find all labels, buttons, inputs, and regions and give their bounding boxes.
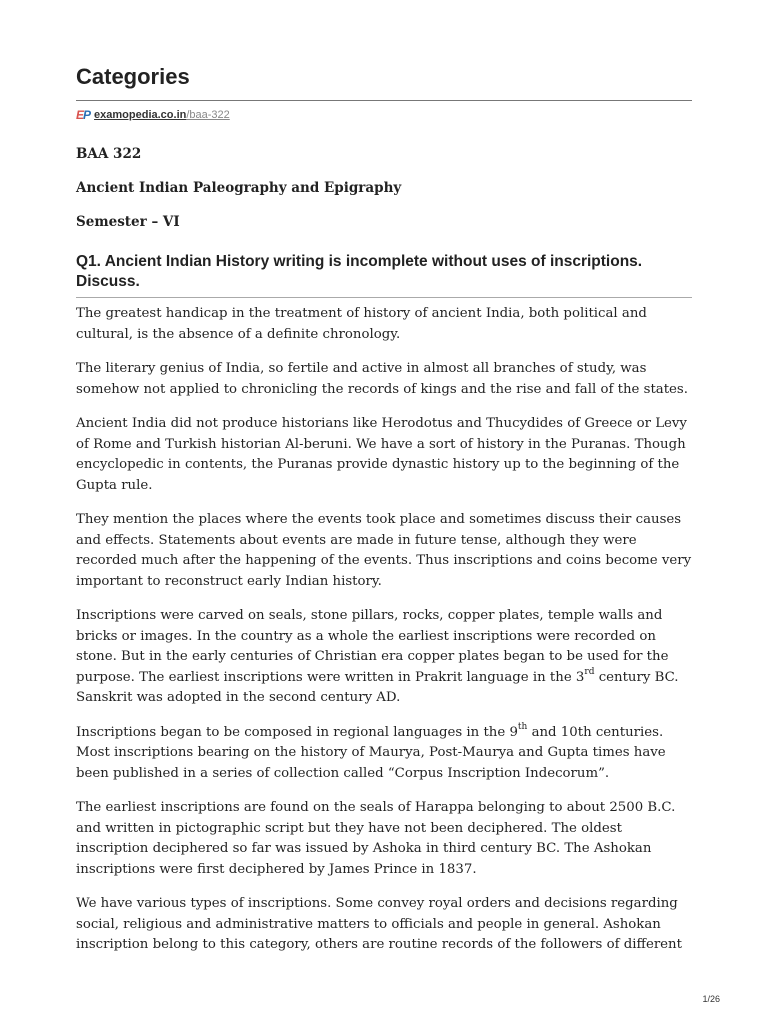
examopedia-logo-icon: EP — [76, 108, 91, 122]
source-path[interactable]: /baa-322 — [186, 109, 230, 121]
paragraph — [76, 606, 692, 709]
paragraph-text: and 10th centuries. Most inscriptions bearing on the history of Maurya, Post-Maurya and Gupta times have been published in a series of collection called “Corpus Inscription Indecorum”. — [76, 724, 666, 781]
paragraph: They mention the places where the events took place and sometimes discuss their causes and effects. Statements about events are made in future tense, although they were recorded much after the happening of the events. Thus inscriptions and coins become very important to reconstruct early Indian history. — [76, 512, 692, 589]
source-link[interactable] — [76, 108, 230, 122]
question-heading: Q1. Ancient Indian History writing is incomplete without uses of inscriptions. Discuss. — [76, 253, 643, 290]
title-divider — [76, 100, 692, 101]
ordinal-suffix: th — [517, 722, 528, 733]
source-domain[interactable]: examopedia.co.in — [94, 109, 187, 121]
course-subject: Ancient Indian Paleography and Epigraphy — [76, 180, 402, 196]
ordinal-suffix: rd — [584, 667, 595, 678]
semester-label: Semester – VI — [76, 214, 180, 230]
paragraph: We have various types of inscriptions. Some convey royal orders and decisions regarding social, religious and administrative matters to officials and people in general. Ashokan inscription belong to this category, others are routine records of the followers of different — [76, 896, 682, 952]
paragraph: The literary genius of India, so fertile and active in almost all branches of study, was somehow not applied to chronicling the records of kings and the rise and fall of the states. — [76, 361, 688, 397]
paragraph: The greatest handicap in the treatment of history of ancient India, both political and cultural, is the absence of a definite chronology. — [76, 306, 647, 342]
paragraph-text: Inscriptions began to be composed in regional languages in the 9 — [76, 724, 518, 740]
paragraph-text: Inscriptions were carved on seals, stone pillars, rocks, copper plates, temple walls and bricks or images. In the country as a whole the earliest inscriptions were recorded on stone. But in the early centuries of Christian era copper plates began to be used for the purpose. The earliest inscriptions were written in Prakrit language in the 3 — [76, 608, 669, 685]
page-title: Categories — [76, 64, 190, 89]
paragraph: Ancient India did not produce historians like Herodotus and Thucydides of Greece or Levy of Rome and Turkish historian Al-beruni. We have a sort of history in the Puranas. Though encyclopedic in contents, the Puranas provide dynastic history up to the beginning of the Gupta rule. — [76, 416, 687, 493]
page-number: 1/26 — [702, 994, 720, 1004]
paragraph: The earliest inscriptions are found on the seals of Harappa belonging to about 2500 B.C. and written in pictographic script but they have not been deciphered. The oldest inscription deciphered so far was issued by Ashoka in third century BC. The Ashokan inscriptions were first deciphered by James Prince in 1837. — [76, 800, 676, 877]
paragraph-text: century BC. Sanskrit was adopted in the second century AD. — [76, 669, 679, 705]
question-divider — [76, 297, 692, 298]
course-code: BAA 322 — [76, 146, 142, 162]
paragraph — [76, 723, 692, 785]
answer-body — [76, 304, 692, 970]
